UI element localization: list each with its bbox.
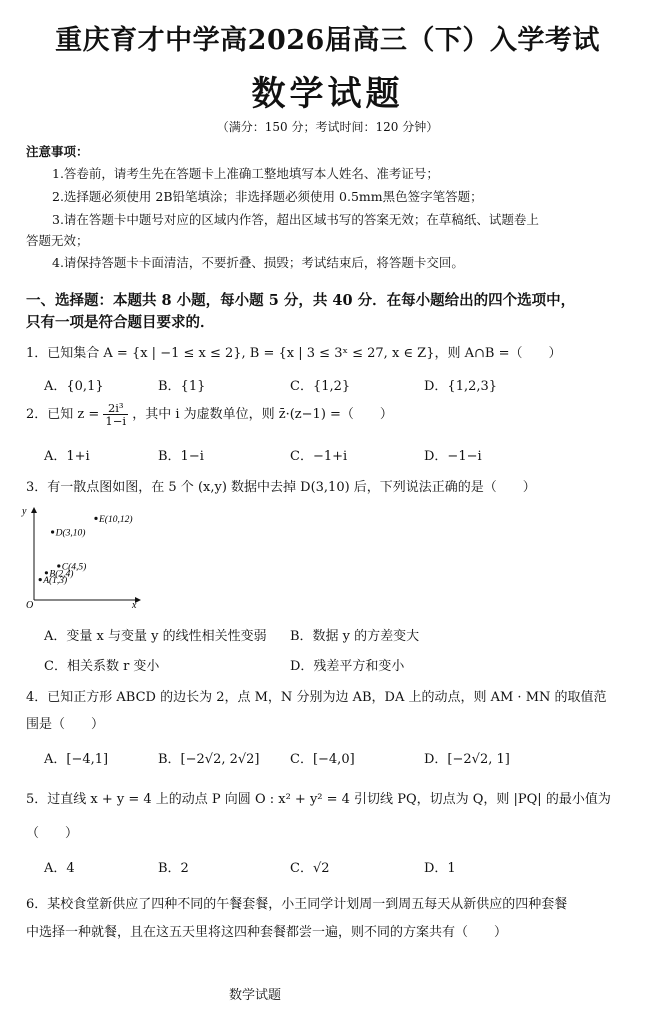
exam-info: （满分：150 分；考试时间：120 分钟） — [216, 120, 439, 134]
x-axis-label: x — [132, 600, 137, 611]
scatter-point — [94, 517, 97, 520]
q1-option-a: A．{0,1} — [44, 379, 104, 394]
subject-title: 数学试题 — [251, 74, 404, 114]
q3-option-a: A．变量 x 与变量 y 的线性相关性变弱 — [44, 629, 267, 644]
q4-option-d: D．[−2√2, 1] — [424, 752, 510, 767]
q5-option-c: C．√2 — [290, 861, 330, 876]
q2-fraction — [103, 402, 128, 427]
q2-frac-denominator: 1−i — [105, 414, 127, 428]
q4-option-b: B．[−2√2, 2√2] — [158, 752, 260, 767]
section-heading-cont: 只有一项是符合题目要求的． — [26, 314, 215, 331]
question-5-stem-cont: （ ） — [26, 826, 79, 841]
scatter-point-label: E(10,12) — [99, 514, 133, 525]
question-1-stem: 1．已知集合 A = {x | −1 ≤ x ≤ 2}, B = {x | 3 ≤ 3ˣ ≤ 27, x ∈ Z}，则 A∩B =（ ） — [26, 346, 562, 361]
question-4-stem: 4．已知正方形 ABCD 的边长为 2，点 M，N 分别为边 AB，DA 上的动点，则 AM · MN 的取值范 — [26, 690, 607, 705]
note-item: 3.请在答题卡中题号对应的区域内作答，超出区域书写的答案无效；在草稿纸、试题卷上 — [52, 212, 539, 227]
question-2-stem — [26, 402, 393, 428]
page-footer: 数学试题 — [228, 988, 281, 1003]
scatter-point-label: B(2,4) — [49, 569, 74, 580]
q1-option-b: B．{1} — [158, 379, 206, 394]
scatter-point-label: A(1,3) — [43, 576, 68, 587]
q2-option-d: D．−1−i — [424, 449, 482, 464]
q5-option-d: D．1 — [424, 861, 456, 876]
y-axis-label: y — [22, 506, 27, 517]
scatter-plot — [20, 502, 160, 614]
note-item: 答题无效； — [26, 233, 89, 248]
q2-stem-prefix: 2．已知 z = — [26, 407, 100, 422]
q5-option-b: B．2 — [158, 861, 189, 876]
exam-title: 重庆育才中学高2026届高三（下）入学考试 — [55, 25, 600, 56]
note-item: 1.答卷前，请考生先在答题卡上准确工整地填写本人姓名、准考证号； — [52, 166, 439, 181]
scatter-point — [57, 564, 60, 567]
question-6-stem-cont: 中选择一种就餐，且在这五天里将这四种套餐都尝一遍，则不同的方案共有（ ） — [26, 925, 508, 940]
q2-option-b: B．1−i — [158, 449, 204, 464]
question-6-stem: 6．某校食堂新供应了四种不同的午餐套餐，小王同学计划周一到周五每天从新供应的四种套餐 — [26, 897, 568, 912]
q1-option-c: C．{1,2} — [290, 379, 351, 394]
note-item: 2.选择题必须使用 2B铅笔填涂；非选择题必须使用 0.5mm黑色签字笔答题； — [52, 189, 483, 204]
scatter-point — [39, 578, 42, 581]
scatter-point-label: D(3,10) — [55, 528, 86, 539]
q3-option-d: D．残差平方和变小 — [290, 659, 405, 674]
q3-option-b: B．数据 y 的方差变大 — [290, 629, 420, 644]
note-item: 4.请保持答题卡卡面清洁，不要折叠、损毁；考试结束后，将答题卡交回。 — [52, 255, 464, 270]
section-heading: 一、选择题：本题共 8 小题，每小题 5 分，共 40 分．在每小题给出的四个选项中， — [26, 292, 576, 309]
q4-option-a: A．[−4,1] — [44, 752, 109, 767]
notes-heading: 注意事项： — [26, 144, 89, 159]
question-4-stem-cont: 围是（ ） — [26, 717, 105, 732]
q2-option-c: C．−1+i — [290, 449, 348, 464]
scatter-point-label: C(4,5) — [61, 562, 87, 573]
q1-option-d: D．{1,2,3} — [424, 379, 498, 394]
q3-option-c: C．相关系数 r 变小 — [44, 659, 160, 674]
q5-option-a: A．4 — [44, 861, 75, 876]
q2-option-a: A．1+i — [44, 449, 90, 464]
scatter-point — [45, 571, 48, 574]
question-3-stem: 3．有一散点图如图，在 5 个 (x,y) 数据中去掉 D(3,10) 后，下列说法正确的是（ ） — [26, 480, 536, 495]
scatter-point — [51, 530, 54, 533]
origin-label: O — [26, 600, 34, 611]
q2-stem-suffix: ，其中 i 为虚数单位，则 z̄·(z−1) =（ ） — [132, 407, 393, 422]
q4-option-c: C．[−4,0] — [290, 752, 355, 767]
q2-frac-numerator: 2i³ — [103, 402, 128, 415]
scatter-points — [39, 514, 133, 586]
question-5-stem: 5．过直线 x + y = 4 上的动点 P 向圆 O : x² + y² = 4 引切线 PQ，切点为 Q，则 |PQ| 的最小值为 — [26, 792, 611, 807]
